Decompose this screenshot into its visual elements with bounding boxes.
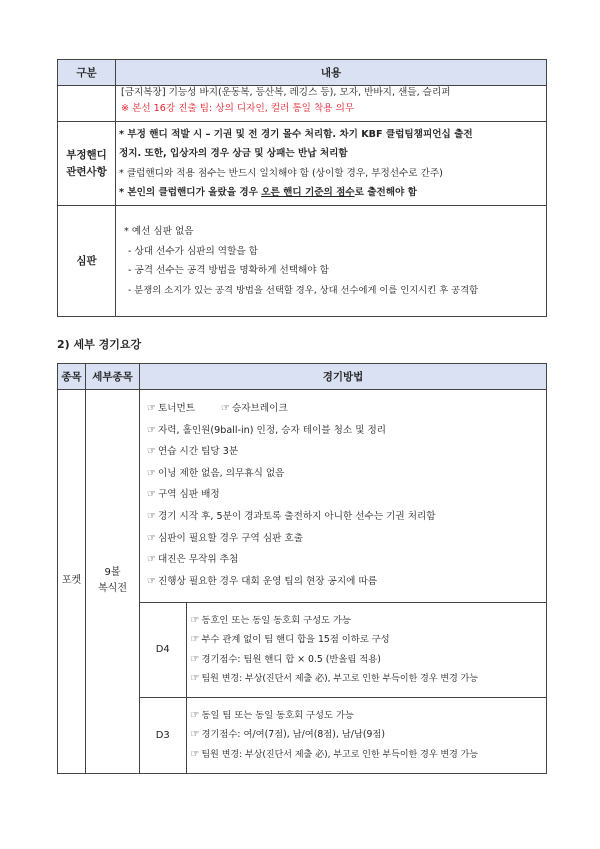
pointing-finger-icon: ☞ [190, 634, 200, 646]
pointing-finger-icon: ☞ [190, 709, 200, 721]
division-item [191, 725, 547, 745]
rule-text: 이닝 제한 없음, 의무휴식 없음 [157, 467, 285, 479]
division-item-text: 경기점수: 팀원 핸디 합 × 0.5 (반올림 적용) [201, 653, 381, 665]
referee-line: * 예선 심판 없음 [124, 226, 194, 237]
match-rules-table [57, 363, 547, 774]
handicap-line4-underlined: 오른 핸디 기준의 점수 [261, 187, 355, 198]
pointing-finger-icon: ☞ [147, 403, 156, 414]
handicap-line1: * 부정 핸디 적발 시 – 기권 및 전 경기 몰수 처리함. 차기 KBF 클럽팀챔피언십 출전 [119, 128, 473, 140]
rule-item [147, 463, 546, 485]
division-name: D3 [140, 698, 186, 773]
rule-text: 진행상 필요한 경우 대회 운영 팀의 현장 공지에 따름 [157, 575, 377, 587]
sub-event-line2: 복식전 [98, 583, 127, 595]
division-item [191, 669, 547, 690]
dress-code-cell [116, 86, 547, 122]
division-item [191, 706, 547, 726]
division-item-text: 팀원 변경: 부상(진단서 제출 必), 부고로 인한 부득이한 경우 변경 가능 [201, 674, 479, 685]
pointing-finger-icon: ☞ [147, 467, 156, 479]
header-sub-event: 세부종목 [86, 364, 140, 390]
rule-item [147, 571, 546, 593]
divisions-table [140, 602, 546, 773]
division-item-text: 동일 팀 또는 동일 동호회 구성도 가능 [201, 709, 354, 721]
pointing-finger-icon: ☞ [147, 532, 156, 544]
general-rules [140, 390, 546, 602]
handicap-label-line1: 부정핸디 [66, 148, 107, 161]
rule-text: 연습 시간 팀당 3분 [157, 446, 239, 458]
rule-item [147, 506, 546, 528]
referee-line: - 상대 선수가 심판의 역할을 함 [128, 245, 258, 257]
pointing-finger-icon: ☞ [190, 673, 200, 685]
pointing-finger-icon: ☞ [190, 614, 200, 626]
rules-table [57, 59, 547, 317]
referee-label: 심판 [58, 206, 116, 317]
pointing-finger-icon: ☞ [190, 653, 200, 665]
rule-text-extra: 승자브레이크 [232, 403, 288, 414]
pointing-finger-icon: ☞ [221, 403, 231, 414]
division-item-text: 팀원 변경: 부상(진단서 제출 必), 부고로 인한 부득이한 경우 변경 가능 [201, 749, 479, 760]
rule-text: 심판이 필요할 경우 구역 심판 호출 [157, 532, 303, 544]
handicap-label [58, 122, 116, 206]
division-rules [186, 698, 546, 773]
dress-code-line: [금지복장] 기능성 바지(운동복, 등산복, 레깅스 등), 모자, 반바지, 샌들, 슬리퍼 [121, 87, 451, 98]
division-item-text: 경기점수: 여/여(7점), 남/여(8점), 남/남(9점) [201, 729, 386, 741]
sub-event-name [86, 390, 140, 774]
header-category: 구분 [58, 60, 116, 86]
division-item [191, 611, 547, 631]
pointing-finger-icon: ☞ [147, 446, 156, 458]
sub-event-line1: 9볼 [104, 567, 121, 579]
rule-item [147, 549, 546, 571]
handicap-content [116, 122, 547, 206]
rule-text: 경기 시작 후, 5분이 경과토록 출전하지 아니한 선수는 기권 처리함 [157, 510, 436, 522]
rule-text: 자력, 홀인원(9ball-in) 인정, 승자 테이블 청소 및 정리 [157, 424, 387, 436]
rule-item [147, 528, 546, 550]
section-title: 2) 세부 경기요강 [57, 338, 142, 351]
pointing-finger-icon: ☞ [190, 729, 200, 741]
rule-text: 토너먼트 [157, 403, 196, 414]
header-method: 경기방법 [140, 364, 547, 390]
event-name: 포켓 [58, 390, 86, 774]
dress-code-note: ※ 본선 16강 진출 팀: 상의 디자인, 컬러 통일 착용 의무 [121, 103, 355, 114]
pointing-finger-icon: ☞ [147, 575, 156, 587]
division-item [191, 745, 547, 766]
pointing-finger-icon: ☞ [147, 424, 156, 436]
pointing-finger-icon: ☞ [147, 554, 156, 566]
division-item-text: 동호인 또는 동일 동호회 구성도 가능 [201, 614, 351, 626]
division-rules [186, 603, 546, 698]
division-name: D4 [140, 603, 186, 698]
header-event: 종목 [58, 364, 86, 390]
rule-item [147, 441, 546, 463]
rule-item [147, 484, 546, 506]
handicap-line4-pre: * 본인의 클럽핸디가 올랐을 경우 [119, 187, 262, 198]
referee-line: - 분쟁의 소지가 있는 공격 방법을 선택할 경우, 상대 선수에게 이를 인지시킨 후 공격함 [128, 284, 479, 296]
rule-item [147, 420, 546, 442]
header-content: 내용 [116, 60, 547, 86]
referee-content [116, 206, 547, 317]
handicap-label-line2: 관련사항 [66, 165, 107, 178]
handicap-line4-post: 로 출전해야 함 [354, 187, 417, 198]
empty-category-cell [58, 86, 116, 122]
division-item [191, 650, 547, 670]
rule-text: 구역 심판 배정 [157, 489, 220, 501]
method-cell [140, 390, 547, 774]
handicap-line4 [119, 183, 546, 203]
handicap-line2: 정지. 또한, 입상자의 경우 상금 및 상패는 반납 처리함 [119, 148, 348, 159]
pointing-finger-icon: ☞ [147, 489, 156, 501]
rule-item [147, 398, 546, 420]
handicap-line3: * 클럽핸디와 적용 점수는 반드시 일치해야 함 (상이할 경우, 부정선수로 간주) [119, 167, 443, 179]
referee-line: - 공격 선수는 공격 방법을 명확하게 선택해야 함 [128, 265, 329, 276]
pointing-finger-icon: ☞ [190, 748, 200, 760]
division-item-text: 부수 관계 없이 팀 핸디 합을 15점 이하로 구성 [201, 634, 390, 646]
pointing-finger-icon: ☞ [147, 510, 156, 522]
rule-text: 대진은 무작위 추첨 [157, 554, 239, 566]
division-item [191, 630, 547, 650]
